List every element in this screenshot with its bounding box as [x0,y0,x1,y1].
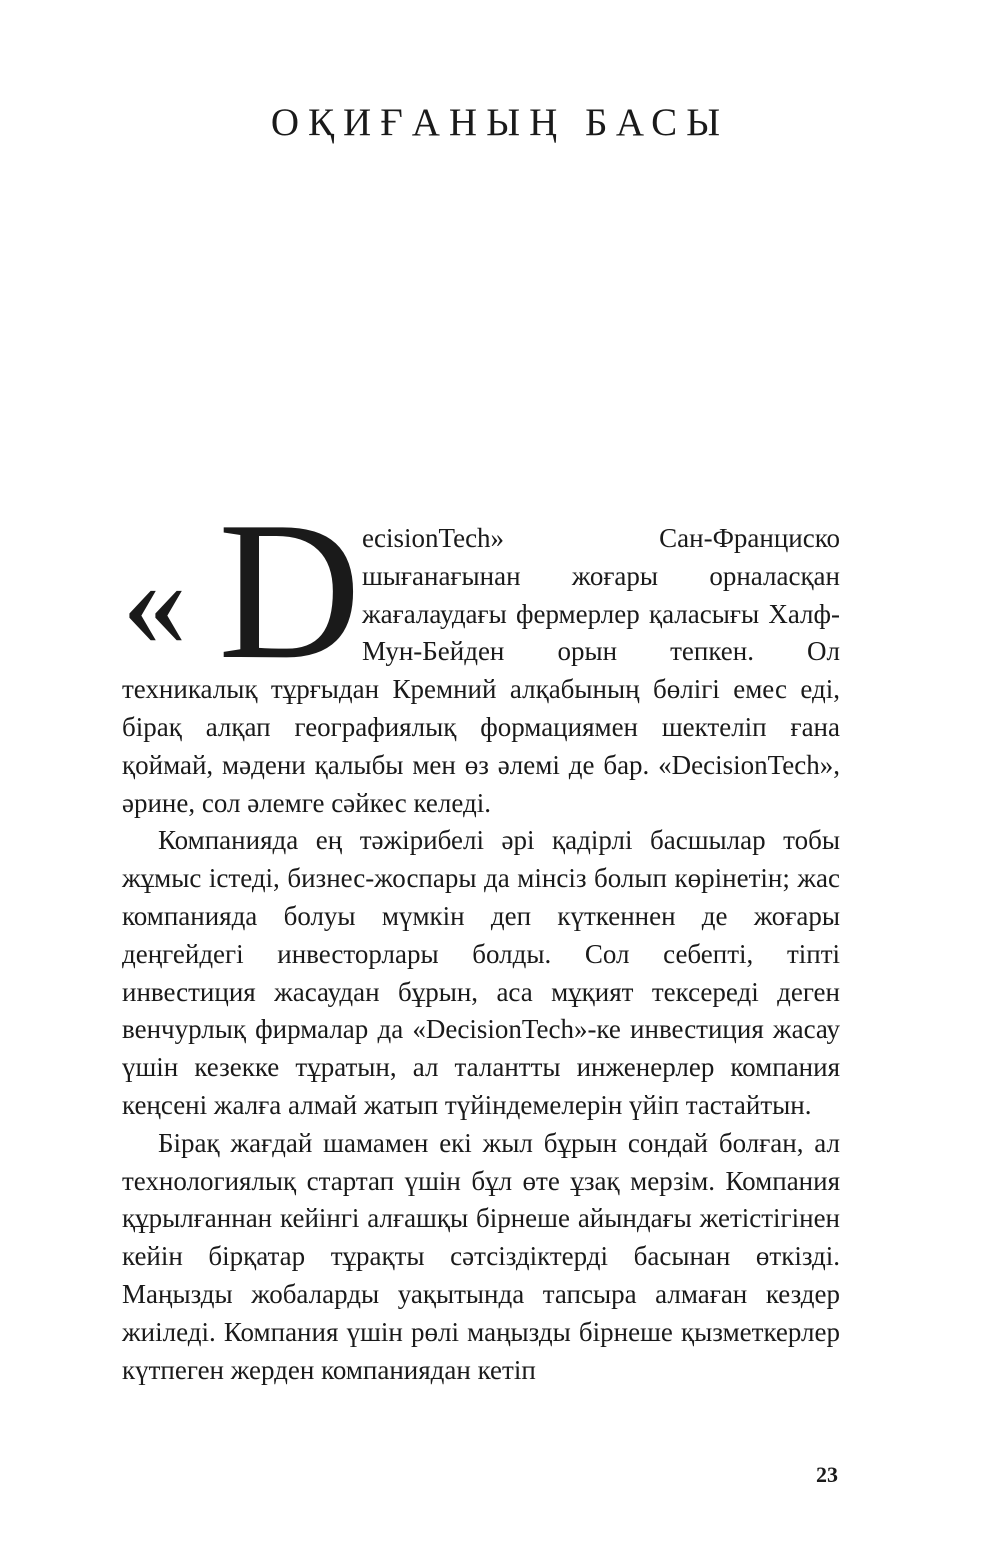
paragraph-1-text: ecisionTech» Сан-Франциско шығанағынан жоғары орналасқан жағалаудағы фермерлер қаласығы Халф-Мун-Бейден орын тепкен. Ол техникалық тұрғыдан Кремний алқабының бөлігі емес еді, бірақ алқап географиялық формациямен шектеліп ғана қоймай, мәдени қалыбы мен өз әлемі де бар. «DecisionTech», әрине, сол әлемге сәйкес келеді. [122,523,840,818]
chapter-title: ОҚИҒАНЫҢ БАСЫ [270,101,730,144]
paragraph-1 [122,481,840,822]
body-text [122,481,840,1389]
drop-cap-quote: « [122,530,187,674]
drop-cap [122,481,361,700]
page-number: 23 [816,1462,838,1487]
drop-cap-letter: D [218,481,361,700]
paragraph-3: Бірақ жағдай шамамен екі жыл бұрын сондай болған, ал технологиялық стартап үшін бұл өте ұзақ мерзім. Компания құрылғаннан кейінгі алғашқы бірнеше айындағы жетістігінен кейін бірқатар тұрақты сәтсіздіктерді басынан өткізді. Маңызды жобаларды уақытында тапсыра алмаған кездер жиіледі. Компания үшін рөлі маңызды бірнеше қызметкерлер күтпеген жерден компаниядан кетіп [122,1127,840,1385]
paragraph-2: Компанияда ең тәжірибелі әрі қадірлі басшылар тобы жұмыс істеді, бизнес-жоспары да мінсіз болып көрінетін; жас компанияда болуы мүмкін деп күткеннен де жоғары деңгейдегі инвесторлары болды. Сол себепті, тіпті инвестиция жасаудан бұрын, аса мұқият тексереді деген венчурлық фирмалар да «DecisionTech»-ке инвестиция жасау үшін кезекке тұратын, ал талантты инженерлер компания кеңсені жалға алмай жатып түйіндемелерін үйіп тастайтын. [122,825,840,1120]
